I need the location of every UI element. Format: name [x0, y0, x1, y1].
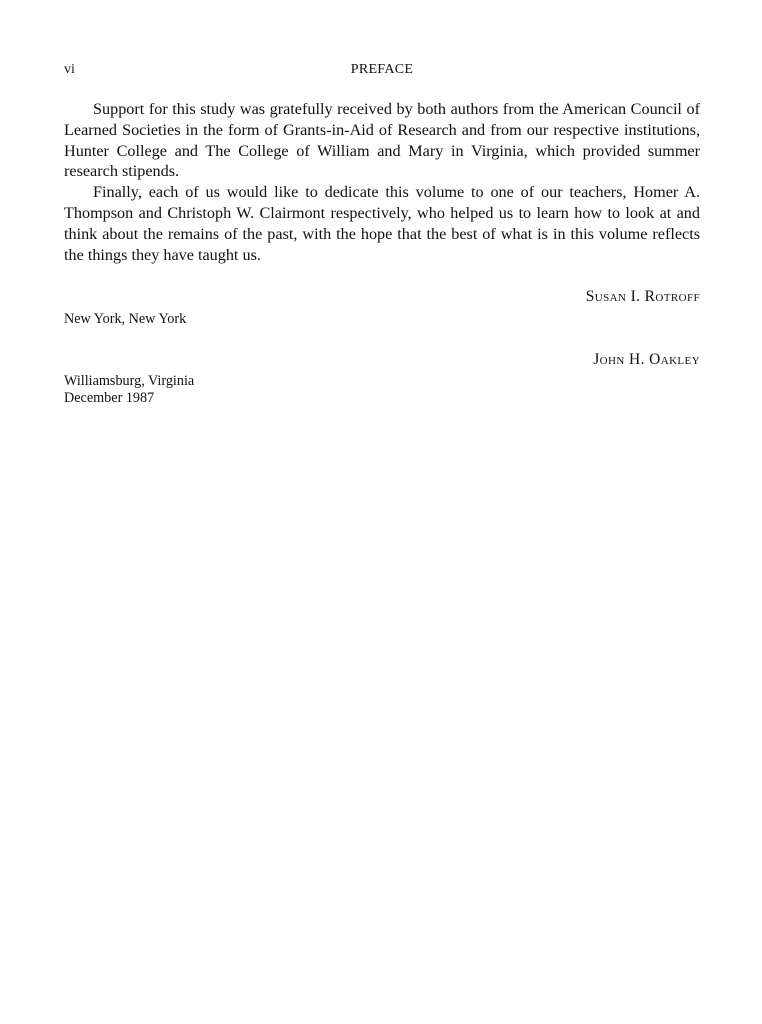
place-line: Williamsburg, Virginia: [64, 373, 195, 389]
date-line: December 1987: [64, 390, 155, 406]
signature-oakley-place: [64, 373, 194, 407]
signature-rotroff: Susan I. Rotroff: [585, 288, 700, 305]
signature-oakley: John H. Oakley: [593, 351, 700, 368]
signature-rotroff-place: [64, 311, 186, 328]
preface-body: [64, 99, 700, 265]
place-line: New York, New York: [64, 311, 187, 327]
paragraph-support: Support for this study was gratefully received by both authors from the American Council of Learned Societies in the form of Grants-in-Aid of Research and from our respective institutions, Hunter College and The College of William and Mary in Virginia, which provided summer research stipends.: [64, 100, 700, 181]
page-number: vi: [64, 62, 75, 77]
running-head: [64, 62, 700, 82]
running-title: PREFACE: [350, 62, 414, 77]
paragraph-dedication: Finally, each of us would like to dedicate this volume to one of our teachers, Homer A. Thompson and Christoph W. Clairmont respectively, who helped us to learn how to look at and think about the remains of the past, with the hope that the best of what is in this volume reflects the things they have taught us.: [64, 183, 700, 264]
